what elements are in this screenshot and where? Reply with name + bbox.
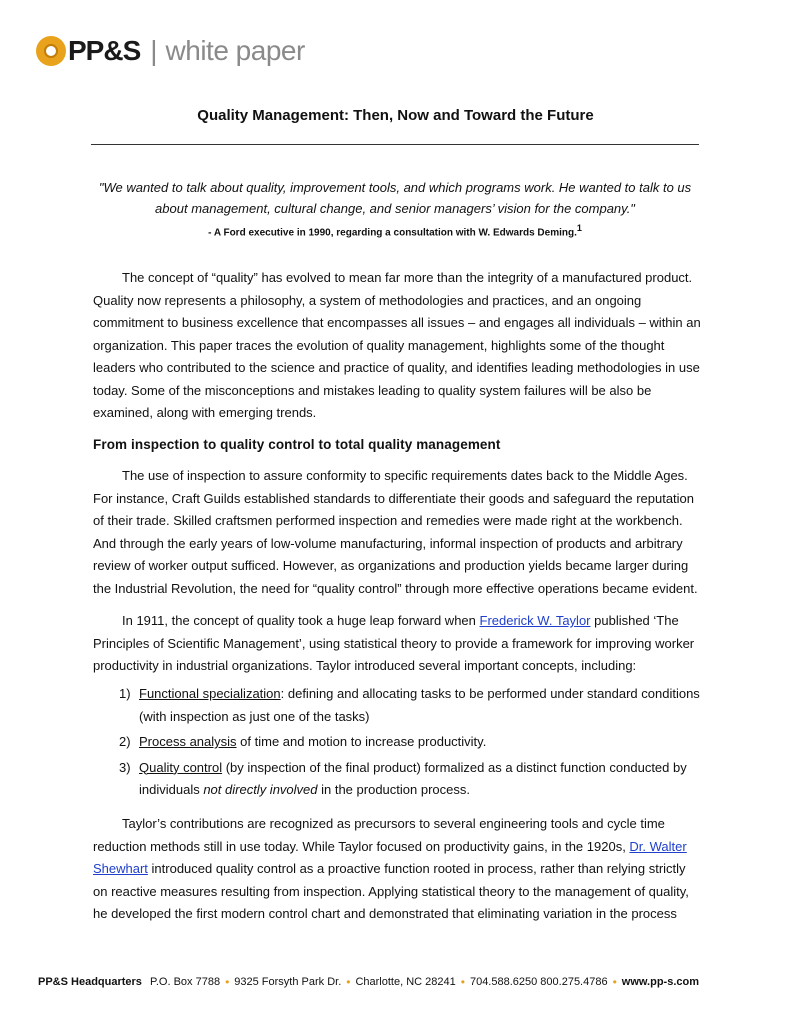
list-term: Functional specialization — [139, 686, 281, 701]
taylor-concepts-list — [93, 683, 701, 805]
taylor-paragraph: In 1911, the concept of quality took a huge leap forward when Frederick W. Taylor published ‘The Principles of Scientific Management’, using statistical theory to provide a framework for improving worker productivity in industrial organizations. Taylor introduced several important concepts, including: — [93, 613, 695, 673]
list-term: Process analysis — [139, 734, 237, 749]
list-item: 3) Quality control (by inspection of the final product) formalized as a distinct function conducted by individuals not directly involved in the production process. — [119, 759, 687, 797]
section-heading: From inspection to quality control to total quality management — [93, 437, 501, 452]
bullet-icon: • — [225, 975, 230, 989]
brand-name: PP&S — [68, 35, 141, 66]
intro-paragraph: The concept of “quality” has evolved to mean far more than the integrity of a manufactured product. Quality now represents a philosophy, a system of methodologies and practices, and an ongoing commitment to business excellence that encompasses all issues – and engages all individuals – within an organization. This paper traces the evolution of quality management, highlights some of the thought leaders who contributed to the science and practice of quality, and identifies leading methodologies in use today. Some of the misconceptions and mistakes leading to quality system failures will be also be examined, along with emerging trends. — [93, 270, 701, 420]
shewhart-paragraph: Taylor’s contributions are recognized as precursors to several engineering tools and cycle time reduction methods still in use today. While Taylor focused on productivity gains, in the 1920s, Dr. Walter Shewhart introduced quality control as a proactive function rooted in process, rather than relying strictly on reactive measures resulting from inspection. Applying statistical theory to the management of quality, he developed the first modern control chart and demonstrated that eliminating variation in the process — [93, 816, 689, 921]
shewhart-link[interactable]: Dr. Walter Shewhart — [93, 838, 687, 876]
bullet-icon: • — [460, 975, 465, 989]
footnote-ref: 1 — [576, 223, 582, 233]
brand-tagline: white paper — [165, 35, 305, 66]
footer-website[interactable]: www.pp-s.com — [621, 976, 700, 988]
brand-separator: | — [150, 35, 158, 66]
list-item: 2) Process analysis of time and motion to increase productivity. — [119, 734, 487, 749]
taylor-link[interactable]: Frederick W. Taylor — [479, 613, 591, 628]
attribution-text: - A Ford executive in 1990, regarding a consultation with W. Edwards Deming. — [208, 227, 577, 239]
bullet-icon: • — [346, 975, 351, 989]
quote-attribution — [91, 223, 699, 238]
title-divider — [91, 144, 699, 145]
footer-city: Charlotte, NC 28241 — [355, 976, 456, 988]
emphasis-text: not directly involved — [203, 782, 318, 797]
page-footer — [38, 975, 753, 989]
list-item: 1) Functional specialization: defining and allocating tasks to be performed under standard conditions (with inspection as just one of the tasks) — [119, 686, 700, 724]
opening-quote: "We wanted to talk about quality, improvement tools, and which programs work. He wanted to talk to us about management, cultural change, and senior managers’ vision for the company." — [98, 180, 692, 216]
footer-address: 9325 Forsyth Park Dr. — [234, 976, 342, 988]
bullet-icon: • — [612, 975, 617, 989]
footer-po-box: P.O. Box 7788 — [149, 976, 221, 988]
inspection-paragraph: The use of inspection to assure conformity to specific requirements dates back to the Middle Ages. For instance, Craft Guilds established standards to differentiate their goods and safeguard the reputation of their trade. Skilled craftsmen performed inspection and remedies were made right at the workbench. And through the early years of low-volume manufacturing, informal inspection of products and arbitrary review of worker output sufficed. However, as organizations and production yields became larger during the Industrial Revolution, the need for “quality control” through more effective operations became evident. — [93, 468, 698, 596]
page-header — [36, 26, 305, 76]
footer-hq: PP&S Headquarters — [38, 976, 142, 988]
list-term: Quality control — [139, 759, 223, 775]
page-title: Quality Management: Then, Now and Toward the Future — [197, 107, 594, 124]
footer-phones: 704.588.6250 800.275.4786 — [469, 976, 608, 988]
logo-icon — [36, 36, 66, 66]
